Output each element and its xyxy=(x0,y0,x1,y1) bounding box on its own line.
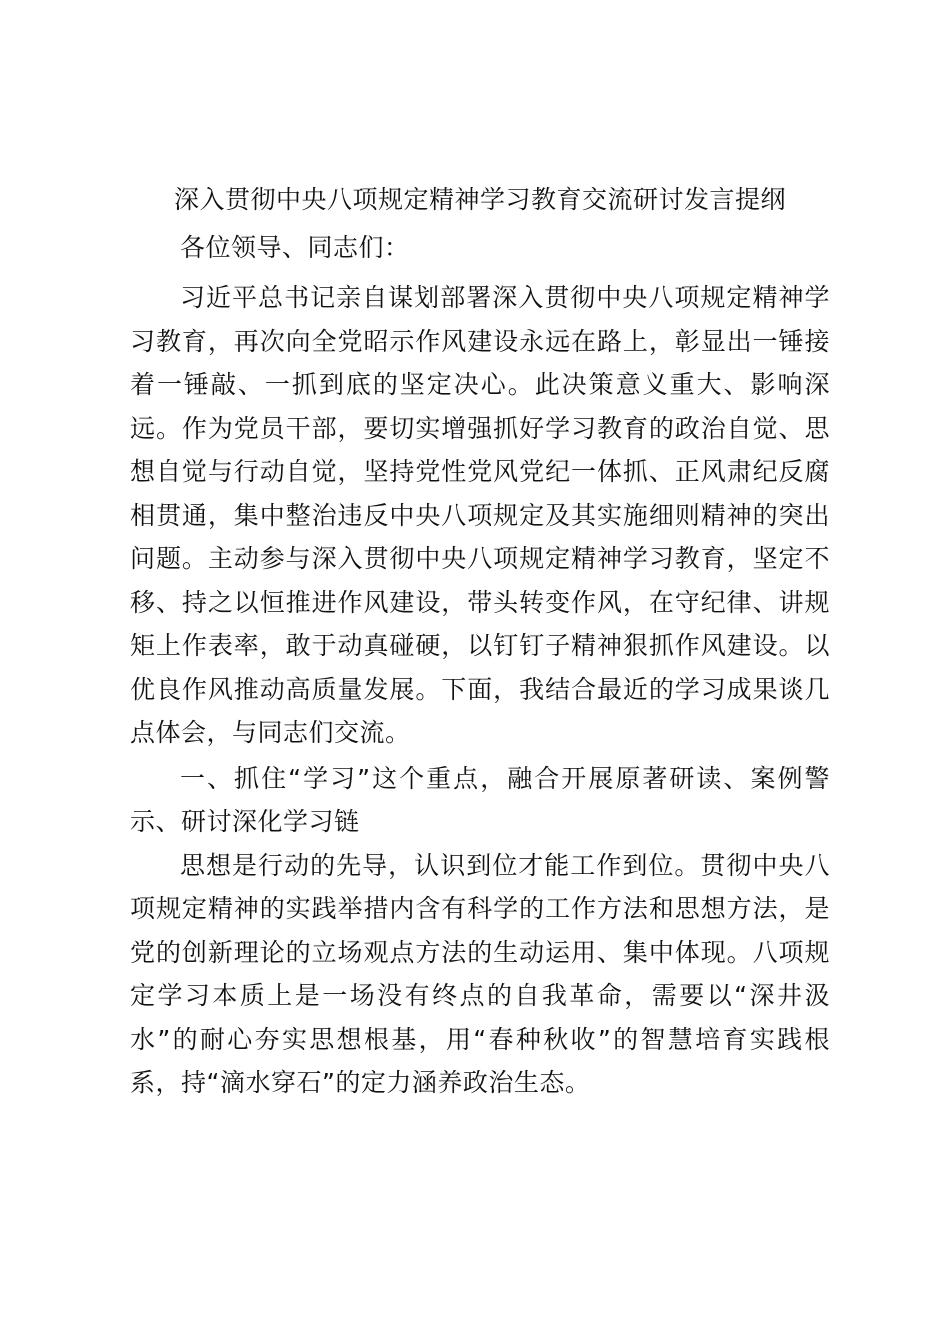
intro-paragraph: 习近平总书记亲自谋划部署深入贯彻中央八项规定精神学习教育，再次向全党昭示作风建设永远在路上，彰显出一锤接着一锤敲、一抓到底的坚定决心。此决策意义重大、影响深远。作为党员干部，要切实增强抓好学习教育的政治自觉、思想自觉与行动自觉，坚持党性党风党纪一体抓、正风肃纪反腐相贯通，集中整治违反中央八项规定及其实施细则精神的突出问题。主动参与深入贯彻中央八项规定精神学习教育，坚定不移、持之以恒推进作风建设，带头转变作风，在守纪律、讲规矩上作表率，敢于动真碰硬，以钉钉子精神狠抓作风建设。以优良作风推动高质量发展。下面，我结合最近的学习成果谈几点体会，与同志们交流。 xyxy=(130,283,830,747)
document-body xyxy=(130,172,830,1105)
salutation: 各位领导、同志们： xyxy=(180,233,410,262)
section-paragraph: 思想是行动的先导，认识到位才能工作到位。贯彻中央八项规定精神的实践举措内含有科学的工作方法和思想方法，是党的创新理论的立场观点方法的生动运用、集中体现。八项规定学习本质上是一场没有终点的自我革命，需要以“深井汲水”的耐心夯实思想根基，用“春种秋收”的智慧培育实践根系，持“滴水穿石”的定力涵养政治生态。 xyxy=(130,850,830,1097)
section-heading: 一、抓住“学习”这个重点，融合开展原著研读、案例警示、研讨深化学习链 xyxy=(130,763,830,836)
document-title: 深入贯彻中央八项规定精神学习教育交流研讨发言提纲 xyxy=(174,185,787,214)
